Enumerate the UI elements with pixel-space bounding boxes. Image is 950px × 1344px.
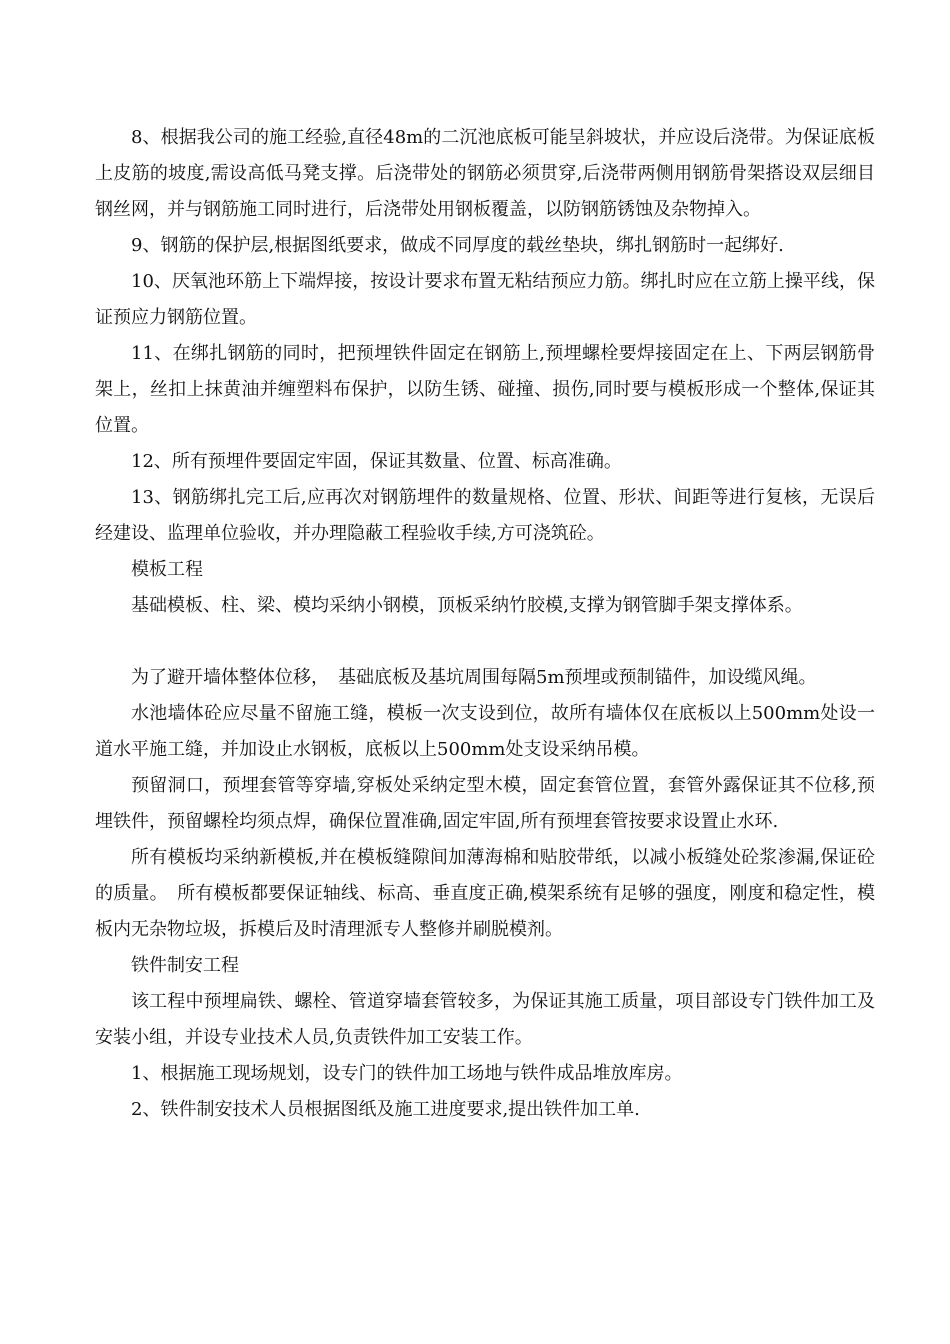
paragraph-item-13: 13、钢筋绑扎完工后,应再次对钢筋埋件的数量规格、位置、形状、间距等进行复核，无误后经建设、监理单位验收，并办理隐蔽工程验收手续,方可浇筑砼。: [95, 487, 875, 544]
paragraph-item-10: 10、厌氧池环筋上下端焊接，按设计要求布置无粘结预应力筋。绑扎时应在立筋上操平线，保证预应力钢筋位置。: [95, 271, 875, 328]
paragraph-reserved-openings: 预留洞口，预埋套管等穿墙,穿板处采纳定型木模，固定套管位置，套管外露保证其不位移,预埋铁件，预留螺栓均须点焊，确保位置准确,固定牢固,所有预埋套管按要求设置止水环.: [95, 775, 875, 832]
section-heading-formwork: 模板工程: [131, 559, 203, 580]
paragraph-item-8: 8、根据我公司的施工经验,直径48m的二沉池底板可能呈斜坡状，并应设后浇带。为保证底板上皮筋的坡度,需设高低马凳支撑。后浇带处的钢筋必须贯穿,后浇带两侧用钢筋骨架搭设双层细目钢丝网，并与钢筋施工同时进行，后浇带处用钢板覆盖，以防钢筋锈蚀及杂物掉入。: [95, 127, 875, 220]
paragraph-wall-displacement: 为了避开墙体整体位移， 基础底板及基坑周围每隔5m预埋或预制锚件，加设缆风绳。: [131, 667, 817, 688]
paragraph-ironwork-intro: 该工程中预埋扁铁、螺栓、管道穿墙套管较多，为保证其施工质量，项目部设专门铁件加工及安装小组，并设专业技术人员,负责铁件加工安装工作。: [95, 991, 875, 1048]
paragraph-item-9: 9、钢筋的保护层,根据图纸要求，做成不同厚度的载丝垫块，绑扎钢筋时一起绑好.: [131, 235, 784, 256]
paragraph-new-formwork: 所有模板均采纳新模板,并在模板缝隙间加薄海棉和贴胶带纸，以减小板缝处砼浆渗漏,保证砼的质量。 所有模板都要保证轴线、标高、垂直度正确,模架系统有足够的强度，刚度和稳定性，模板内无杂物垃圾，拆模后及时清理派专人整修并刷脱模剂。: [95, 847, 875, 940]
section-heading-ironwork: 铁件制安工程: [131, 955, 239, 976]
document-body: [95, 120, 875, 1128]
paragraph-item-11: 11、在绑扎钢筋的同时，把预埋铁件固定在钢筋上,预埋螺栓要焊接固定在上、下两层钢筋骨架上，丝扣上抹黄油并缠塑料布保护，以防生锈、碰撞、损伤,同时要与模板形成一个整体,保证其位置。: [95, 343, 875, 436]
paragraph-formwork-intro: 基础模板、柱、梁、模均采纳小钢模，顶板采纳竹胶模,支撑为钢管脚手架支撑体系。: [131, 595, 803, 616]
blank-line: [95, 624, 875, 660]
paragraph-construction-joint: 水池墙体砼应尽量不留施工缝，模板一次支设到位，故所有墙体仅在底板以上500mm处设一道水平施工缝，并加设止水钢板，底板以上500mm处支设采纳吊模。: [95, 703, 875, 760]
paragraph-ironwork-2: 2、铁件制安技术人员根据图纸及施工进度要求,提出铁件加工单.: [131, 1099, 640, 1120]
paragraph-item-12: 12、所有预埋件要固定牢固，保证其数量、位置、标高准确。: [131, 451, 622, 472]
paragraph-ironwork-1: 1、根据施工现场规划，设专门的铁件加工场地与铁件成品堆放库房。: [131, 1063, 683, 1084]
